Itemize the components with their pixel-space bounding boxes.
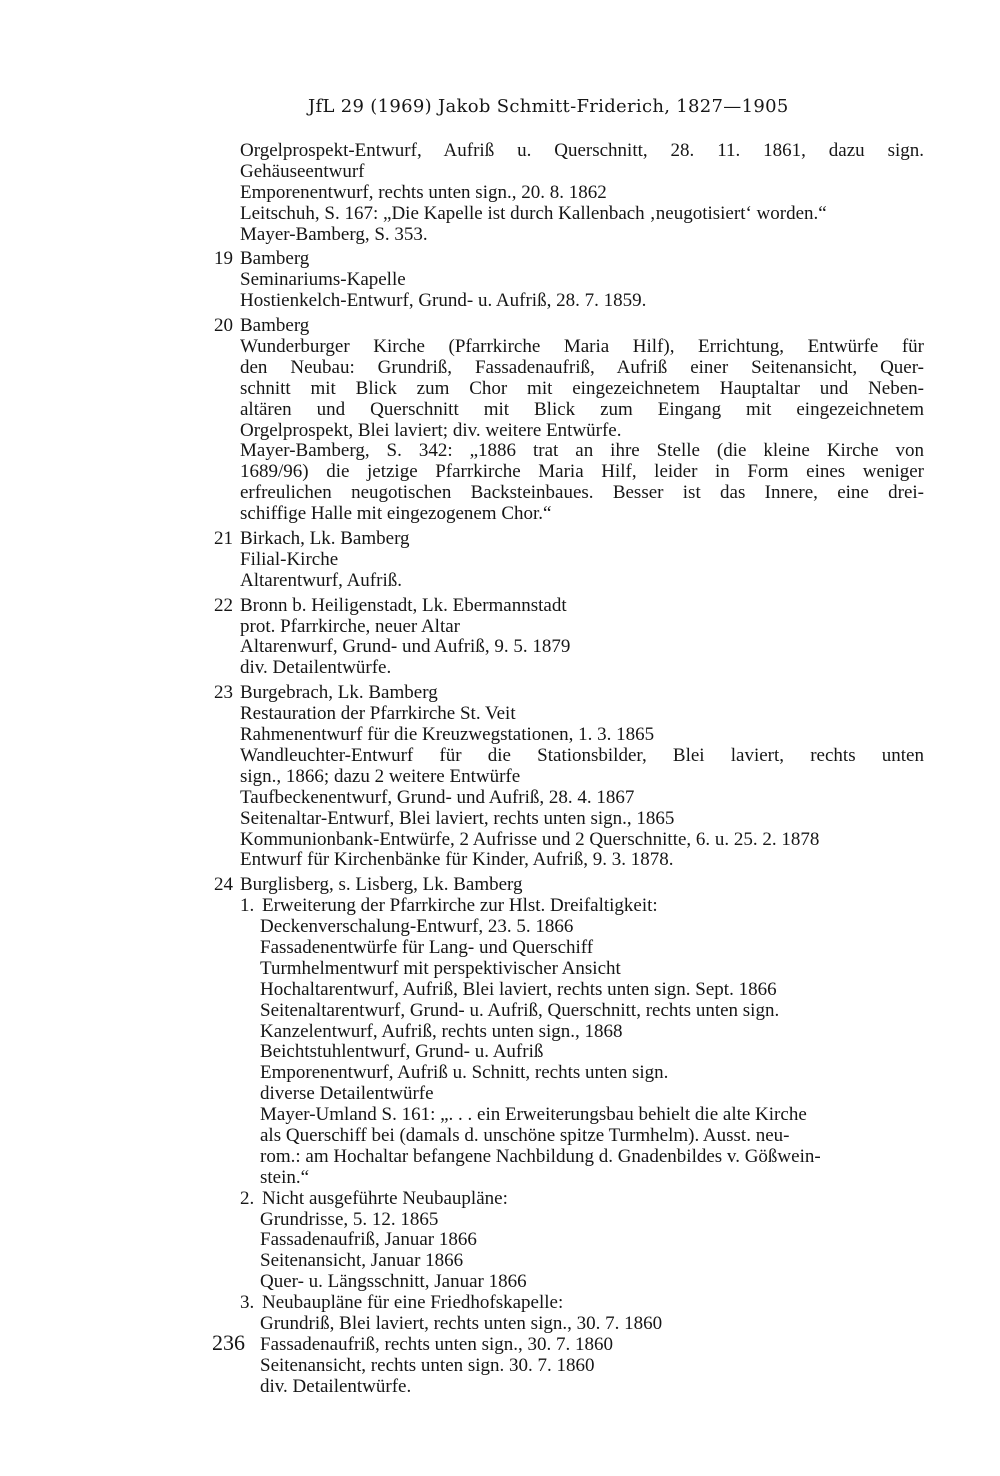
sub-entry-number: 3. <box>240 1292 255 1314</box>
text-line: erfreulichen neugotischen Backsteinbaues. Besser ist das Innere, eine drei- <box>240 483 924 504</box>
text-line: Hochaltarentwurf, Aufriß, Blei laviert, rechts unten sign. Sept. 1866 <box>260 978 777 1000</box>
text-line: 1689/96) die jetzige Pfarrkirche Maria Hilf, leider in Form eines weniger <box>240 462 924 483</box>
text-line: Filial-Kirche <box>240 548 339 570</box>
text-line: Erweiterung der Pfarrkirche zur Hlst. Dreifaltigkeit: <box>262 895 658 917</box>
text-line: Kommunionbank-Entwürfe, 2 Aufrisse und 2 Querschnitte, 6. u. 25. 2. 1878 <box>240 828 820 850</box>
text-line: Fassadenaufriß, Januar 1866 <box>260 1229 477 1251</box>
text-line: Wunderburger Kirche (Pfarrkirche Maria Hilf), Errichtung, Entwürfe für <box>240 337 924 358</box>
sub-entry-2-heading <box>200 1189 930 1210</box>
entry-continuation <box>200 141 930 245</box>
text-line: div. Detailentwürfe. <box>260 1375 412 1397</box>
text-line: Grundrisse, 5. 12. 1865 <box>260 1208 439 1230</box>
entry-title: Burglisberg, s. Lisberg, Lk. Bamberg <box>240 874 523 896</box>
entry-title: Burgebrach, Lk. Bamberg <box>240 682 438 704</box>
entry-22 <box>200 596 930 680</box>
entry-24 <box>200 875 930 1397</box>
text-line: Entwurf für Kirchenbänke für Kinder, Aufriß, 9. 3. 1878. <box>240 849 674 871</box>
text-line: diverse Detailentwürfe <box>260 1083 434 1105</box>
entry-number: 22 <box>214 594 233 616</box>
text-line: als Querschiff bei (damals d. unschöne spitze Turmhelm). Ausst. neu- <box>260 1124 790 1146</box>
text-line: Orgelprospekt-Entwurf, Aufriß u. Querschnitt, 28. 11. 1861, dazu sign. <box>240 141 924 161</box>
text-line: Beichtstuhlentwurf, Grund- u. Aufriß <box>260 1041 544 1063</box>
text-line: Nicht ausgeführte Neubaupläne: <box>262 1187 508 1209</box>
text-line: Taufbeckenentwurf, Grund- und Aufriß, 28. 4. 1867 <box>240 786 635 808</box>
text-line: Orgelprospekt, Blei laviert; div. weitere Entwürfe. <box>240 419 622 441</box>
text-line: altären und Querschnitt mit Blick zum Eingang mit eingezeichnetem <box>240 399 924 420</box>
text-line: Seitenansicht, rechts unten sign. 30. 7. 1860 <box>260 1354 595 1376</box>
text-line: sign., 1866; dazu 2 weitere Entwürfe <box>240 765 521 787</box>
text-line: Rahmenentwurf für die Kreuzwegstationen, 1. 3. 1865 <box>240 724 655 746</box>
text-line: Seminariums-Kapelle <box>240 269 406 291</box>
text-line: Wandleuchter-Entwurf für die Stationsbilder, Blei laviert, rechts unten <box>240 745 924 766</box>
text-line: Deckenverschalung-Entwurf, 23. 5. 1866 <box>260 916 574 938</box>
sub-entry-number: 2. <box>240 1187 255 1209</box>
text-line: Fassadenentwürfe für Lang- und Querschiff <box>260 936 594 958</box>
text-line: Kanzelentwurf, Aufriß, rechts unten sign., 1868 <box>260 1020 623 1042</box>
entry-20 <box>200 316 930 525</box>
text-line: Emporenentwurf, Aufriß u. Schnitt, rechts unten sign. <box>260 1062 669 1084</box>
sub-entry-number: 1. <box>240 895 255 917</box>
entry-23 <box>200 683 930 871</box>
text-line: Mayer-Umland S. 161: „. . . ein Erweiterungsbau behielt die alte Kirche <box>260 1104 807 1126</box>
text-line: Mayer-Bamberg, S. 353. <box>240 223 428 245</box>
text-line: Grundriß, Blei laviert, rechts unten sign., 30. 7. 1860 <box>260 1312 663 1334</box>
text-line: Quer- u. Längsschnitt, Januar 1866 <box>260 1271 527 1293</box>
sub-entry-3-heading <box>200 1293 930 1314</box>
entry-number: 21 <box>214 528 233 550</box>
entry-number: 23 <box>214 682 233 704</box>
text-line: rom.: am Hochaltar befangene Nachbildung d. Gnadenbildes v. Gößwein- <box>260 1145 821 1167</box>
page-number: 236 <box>212 1330 245 1355</box>
text-line: Emporenentwurf, rechts unten sign., 20. 8. 1862 <box>240 181 607 203</box>
entry-number: 20 <box>214 315 233 337</box>
running-head: JfL 29 (1969) Jakob Schmitt-Friderich, 1827—1905 <box>308 96 789 117</box>
text-line: Altarentwurf, Aufriß. <box>240 569 402 591</box>
text-line: prot. Pfarrkirche, neuer Altar <box>240 615 460 637</box>
entry-title: Birkach, Lk. Bamberg <box>240 528 410 550</box>
text-line: Seitenaltarentwurf, Grund- u. Aufriß, Querschnitt, rechts unten sign. <box>260 999 780 1021</box>
sub-entry-1-heading <box>200 896 930 917</box>
catalog-body <box>200 141 930 1398</box>
text-line: div. Detailentwürfe. <box>240 657 392 679</box>
entry-19 <box>200 249 930 312</box>
text-line: den Neubau: Grundriß, Fassadenaufriß, Aufriß einer Seitenansicht, Quer- <box>240 357 924 378</box>
entry-title: Bronn b. Heiligenstadt, Lk. Ebermannstadt <box>240 594 567 616</box>
entry-title: Bamberg <box>240 315 310 337</box>
entry-title: Bamberg <box>240 248 310 270</box>
entry-number: 19 <box>214 248 233 270</box>
text-line: Hostienkelch-Entwurf, Grund- u. Aufriß, 28. 7. 1859. <box>240 290 647 312</box>
text-line: Neubaupläne für eine Friedhofskapelle: <box>262 1292 564 1314</box>
text-line: schiffige Halle mit eingezogenem Chor.“ <box>240 503 552 525</box>
text-line: Mayer-Bamberg, S. 342: „1886 trat an ihre Stelle (die kleine Kirche von <box>240 441 924 462</box>
text-line: Restauration der Pfarrkirche St. Veit <box>240 703 516 725</box>
text-line: stein.“ <box>260 1166 310 1188</box>
text-line: Seitenansicht, Januar 1866 <box>260 1250 464 1272</box>
text-line: Fassadenaufriß, rechts unten sign., 30. 7. 1860 <box>260 1333 614 1355</box>
text-line: Altarenwurf, Grund- und Aufriß, 9. 5. 1879 <box>240 636 571 658</box>
entry-21 <box>200 529 930 592</box>
text-line: Turmhelmentwurf mit perspektivischer Ansicht <box>260 957 621 979</box>
entry-number: 24 <box>214 874 233 896</box>
text-line: Seitenaltar-Entwurf, Blei laviert, rechts unten sign., 1865 <box>240 807 675 829</box>
text-line: Gehäuseentwurf <box>240 160 365 182</box>
text-line: schnitt mit Blick zum Chor mit eingezeichnetem Hauptaltar und Neben- <box>240 378 924 399</box>
text-line: Leitschuh, S. 167: „Die Kapelle ist durch Kallenbach ‚neugotisiert‘ worden.“ <box>240 202 827 224</box>
